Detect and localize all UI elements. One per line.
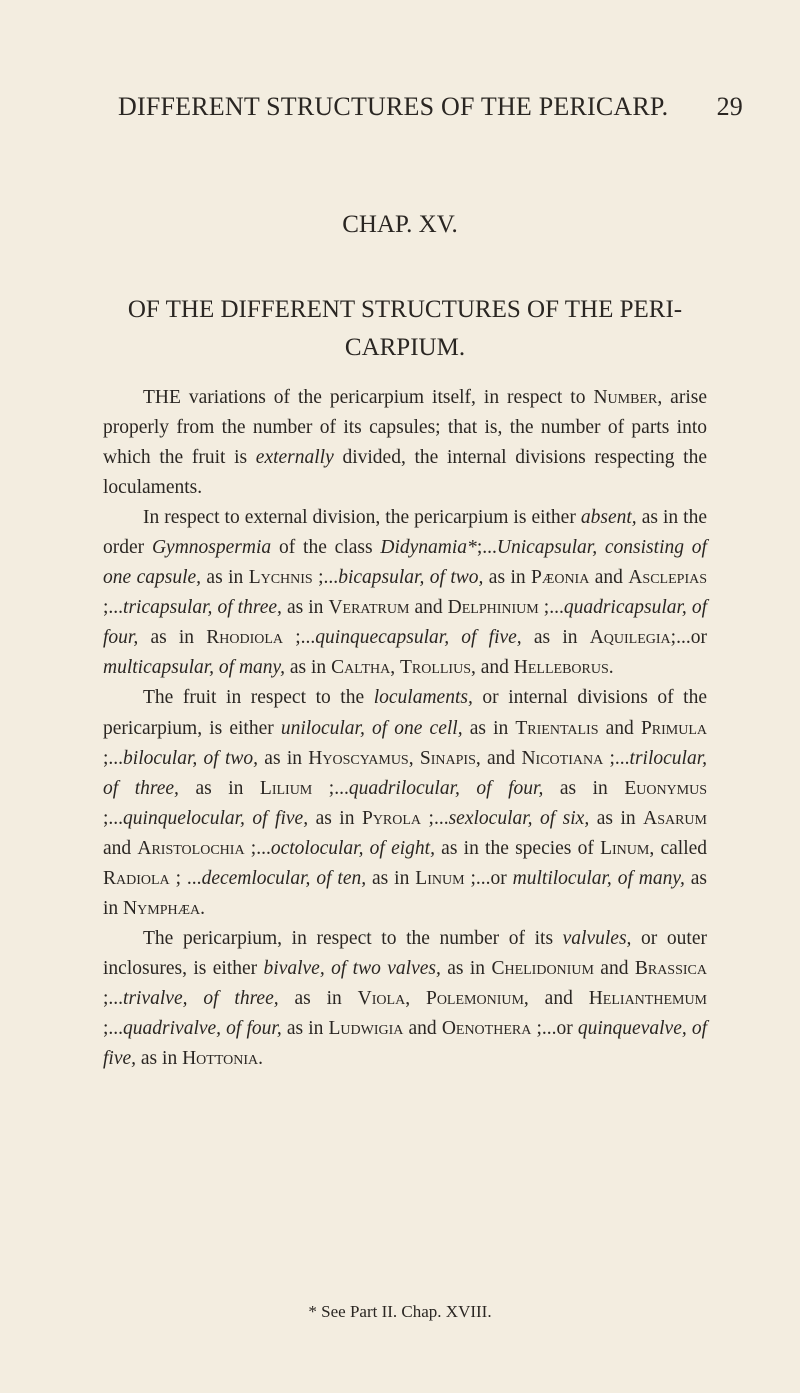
genus-name: Hottonia	[182, 1048, 259, 1070]
chapter-title	[100, 291, 710, 367]
text-run: and	[593, 957, 635, 979]
running-title: DIFFERENT STRUCTURES OF THE PERICARP.	[118, 92, 669, 121]
italic-term: bilocular, of two,	[123, 747, 259, 769]
text-run: as in	[589, 807, 644, 829]
genus-name: Nymphæa	[123, 897, 201, 919]
genus-name: Aristolochia	[137, 837, 245, 859]
text-run: ;...	[103, 747, 124, 769]
genus-name: Oenothera	[441, 1017, 532, 1039]
text-run: as in	[201, 567, 249, 589]
italic-term: Didynamia*	[380, 537, 477, 559]
genus-name: Aquilegia	[589, 627, 671, 649]
page-number: 29	[716, 92, 743, 121]
genus-name: Helleborus	[513, 657, 609, 679]
italic-term: quinquevalve, of five,	[103, 1017, 708, 1070]
italic-term: multicapsular, of many,	[103, 657, 286, 679]
paragraph	[103, 383, 707, 503]
italic-term: tricapsular, of three,	[123, 597, 282, 619]
genus-name: Linum	[415, 867, 465, 889]
text-run: as in	[103, 867, 707, 919]
text-run: ; ...	[169, 867, 202, 889]
text-run: as in	[462, 717, 516, 739]
text-run: and	[598, 717, 641, 739]
italic-term: multilocular, of many,	[512, 867, 685, 889]
italic-term: valvules,	[562, 927, 632, 949]
text-run: ;...	[103, 807, 124, 829]
text-run: or internal divisions of the pericarpium, is either	[103, 687, 707, 739]
text-run: as in	[278, 987, 358, 1009]
text-run: ;...	[103, 1017, 124, 1039]
text-run: ;...	[603, 747, 630, 769]
text-run: and	[403, 1017, 442, 1039]
text-run: The fruit in respect to the	[143, 687, 374, 709]
italic-term: unilocular, of one cell,	[280, 717, 463, 739]
text-run: or outer inclosures, is either	[103, 927, 707, 979]
italic-term: quadrilocular, of four,	[348, 777, 544, 799]
genus-name: Rhodiola	[206, 627, 284, 649]
genus-name: Hyoscyamus	[308, 747, 409, 769]
genus-name: Delphinium	[447, 597, 539, 619]
genus-name: Asclepias	[628, 567, 707, 589]
text-run: as in the species of	[434, 837, 601, 859]
text-run: and	[103, 837, 138, 859]
genus-name: Sinapis	[419, 747, 476, 769]
italic-term: absent,	[580, 507, 637, 529]
genus-name: Radiola	[103, 867, 170, 889]
text-run: as in	[521, 627, 590, 649]
text-run: THE variations of the pericarpium itself, in respect to	[143, 387, 594, 408]
italic-term: externally	[255, 447, 334, 469]
text-run: as in	[258, 747, 309, 769]
text-run: as in	[138, 627, 207, 649]
genus-name: Viola	[357, 987, 406, 1009]
genus-name: Trollius	[399, 657, 471, 679]
text-run: ;...	[312, 567, 339, 589]
genus-name: Lilium	[259, 777, 313, 799]
running-head	[118, 92, 743, 122]
genus-name: Primula	[640, 717, 708, 739]
text-run: , and	[475, 747, 522, 769]
paragraph	[103, 683, 707, 923]
text-run: as in	[483, 567, 532, 589]
text-run: ;...	[283, 627, 316, 649]
italic-term: trivalve, of three,	[123, 987, 279, 1009]
paragraph	[103, 924, 707, 1074]
paragraph	[103, 503, 707, 683]
genus-name: Helianthemum	[588, 987, 708, 1009]
text-run: The pericarpium, in respect to the number of its	[143, 927, 563, 949]
italic-term: octolocular, of eight,	[270, 837, 435, 859]
italic-term: quinquecapsular, of five,	[315, 627, 522, 649]
text-run: as in	[543, 777, 625, 799]
text-run: as in	[366, 867, 416, 889]
genus-name: Veratrum	[328, 597, 410, 619]
text-run: ;...or	[464, 867, 513, 889]
italic-term: bicapsular, of two,	[338, 567, 484, 589]
italic-term: quadrivalve, of four,	[123, 1017, 282, 1039]
text-run: ;...	[103, 597, 124, 619]
text-run: ;...	[421, 807, 449, 829]
text-run: ;...	[244, 837, 271, 859]
genus-name: Number	[593, 387, 658, 408]
text-run: ;...or	[531, 1017, 578, 1039]
genus-name: Polemonium	[425, 987, 524, 1009]
genus-name: Trientalis	[515, 717, 599, 739]
text-run: ;...or	[670, 627, 707, 649]
text-run: ;...	[538, 597, 564, 619]
italic-term: quinquelocular, of five,	[123, 807, 309, 829]
italic-term: Gymnospermia	[151, 537, 272, 559]
footnote: * See Part II. Chap. XVIII.	[308, 1302, 492, 1321]
text-run: as in the order	[103, 507, 708, 559]
text-run: , and	[523, 987, 589, 1009]
genus-name: Asarum	[643, 807, 707, 829]
genus-name: Linum	[600, 837, 650, 859]
chapter-title-line-1: OF THE DIFFERENT STRUCTURES OF THE PERI-	[127, 296, 683, 323]
italic-term: bivalve, of two valves,	[263, 957, 441, 979]
genus-name: Nicotiana	[521, 747, 604, 769]
text-run: as in	[440, 957, 492, 979]
text-run: ;...	[103, 987, 124, 1009]
body-text	[103, 383, 707, 1074]
italic-term: decemlocular, of ten,	[201, 867, 367, 889]
italic-term: loculaments,	[373, 687, 473, 709]
text-run: .	[258, 1048, 263, 1070]
text-run: as in	[308, 807, 362, 829]
genus-name: Euonymus	[624, 777, 708, 799]
genus-name: Pyrola	[361, 807, 422, 829]
chapter-number: CHAP. XV.	[342, 211, 458, 238]
genus-name: Pæonia	[531, 567, 590, 589]
text-run: ,	[405, 987, 426, 1009]
text-run: .	[608, 657, 614, 679]
genus-name: Caltha	[331, 657, 391, 679]
text-run: .	[200, 897, 206, 919]
italic-term: quadricapsular, of four,	[103, 597, 708, 649]
italic-term: trilocular, of three,	[103, 747, 707, 799]
text-run: , and	[471, 657, 514, 679]
text-run: and	[409, 597, 448, 619]
text-run: ;...	[312, 777, 349, 799]
text-run: ,	[408, 747, 420, 769]
text-run: as in	[281, 597, 329, 619]
text-run: , arise properly from the number of its capsules; that is, the number of parts into which the fruit is	[103, 387, 707, 469]
text-run: of the class	[271, 537, 381, 559]
genus-name: Chelidonium	[491, 957, 594, 979]
text-run: as in	[178, 777, 260, 799]
text-run: and	[589, 567, 629, 589]
genus-name: Brassica	[634, 957, 707, 979]
chapter-title-line-2: CARPIUM.	[344, 334, 466, 361]
text-run: ;...	[476, 537, 497, 559]
text-run: as in	[136, 1048, 183, 1070]
text-run: as in	[285, 657, 332, 679]
text-run: , called	[649, 837, 708, 859]
italic-term: Unicapsular, consisting of one capsule,	[103, 537, 707, 589]
text-run: divided, the internal divisions respecting the loculaments.	[103, 447, 707, 499]
text-run: In respect to external division, the pericarpium is either	[143, 507, 581, 529]
genus-name: Ludwigia	[328, 1017, 404, 1039]
italic-term: sexlocular, of six,	[448, 807, 590, 829]
genus-name: Lychnis	[248, 567, 313, 589]
text-run: as in	[281, 1017, 329, 1039]
text-run: ,	[390, 657, 400, 679]
